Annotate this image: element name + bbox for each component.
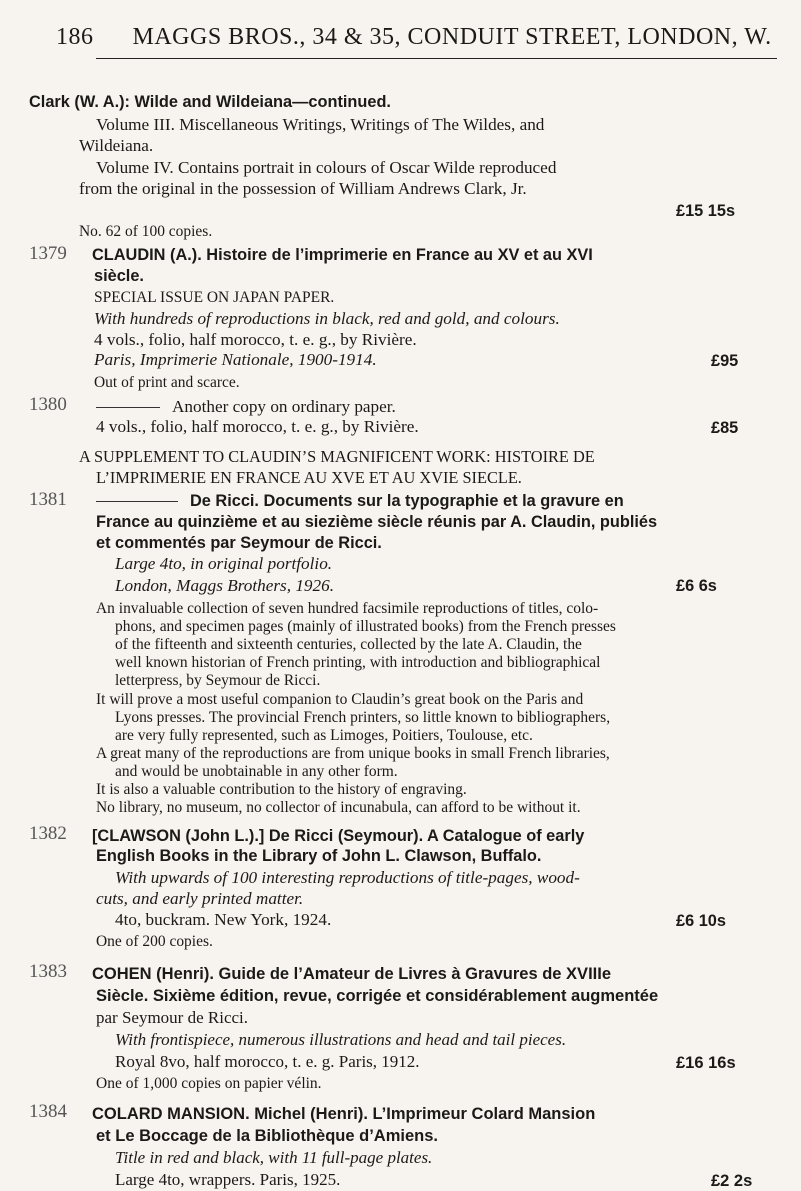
entry-line: With upwards of 100 interesting reproductions of title-pages, wood- — [115, 867, 580, 887]
entry-heading — [96, 491, 624, 512]
entry-line: Large 4to, in original portfolio. — [115, 554, 333, 574]
entry-note: It is also a valuable contribution to the history of engraving. — [96, 781, 467, 799]
entry-heading: [CLAWSON (John L.).] De Ricci (Seymour). A Catalogue of early — [92, 826, 585, 845]
entry-heading: English Books in the Library of John L. Clawson, Buffalo. — [96, 847, 542, 866]
entry-line: Wildeiana. — [79, 136, 154, 156]
entry-line: SPECIAL ISSUE ON JAPAN PAPER. — [94, 289, 335, 307]
price: £16 16s — [676, 1053, 736, 1072]
entry-heading: et Le Boccage de la Bibliothèque d’Amiens. — [96, 1126, 438, 1145]
entry-note: Lyons presses. The provincial French printers, so little known to bibliographers, — [115, 709, 611, 726]
entry-note: It will prove a most useful companion to Claudin’s great book on the Paris and — [96, 690, 584, 708]
entry-line: 4 vols., folio, half morocco, t. e. g., by Rivière. — [96, 417, 419, 437]
entry-line: Title in red and black, with 11 full-page plates. — [115, 1147, 433, 1167]
entry-heading: CLAUDIN (A.). Histoire de l’imprimerie en France au XV et au XVI — [92, 246, 593, 265]
entry-line: from the original in the possession of William Andrews Clark, Jr. — [79, 179, 527, 199]
entry-note: of the fifteenth and sixteenth centuries, collected by the late A. Claudin, the — [115, 635, 582, 653]
lot-number: 1384 — [29, 1100, 67, 1122]
entry-note: phons, and specimen pages (mainly of illustrated books) from the French presses — [115, 617, 616, 635]
entry-line: Paris, Imprimerie Nationale, 1900-1914. — [94, 350, 377, 370]
price: £2 2s — [711, 1171, 753, 1190]
section-heading: L’IMPRIMERIE EN FRANCE AU XVE ET AU XVIE SIECLE. — [96, 468, 522, 488]
entry-heading: COHEN (Henri). Guide de l’Amateur de Livres à Gravures de XVIIIe — [92, 964, 611, 983]
entry-line: 4to, buckram. New York, 1924. — [115, 910, 332, 930]
entry-note: One of 1,000 copies on papier vélin. — [96, 1074, 322, 1092]
entry-heading: Siècle. Sixième édition, revue, corrigée et considérablement augmentée — [96, 986, 659, 1005]
lot-number: 1380 — [29, 393, 67, 415]
lot-number: 1381 — [29, 488, 67, 510]
lot-number: 1383 — [29, 960, 67, 982]
entry-line: par Seymour de Ricci. — [96, 1007, 249, 1027]
entry-heading: Clark (W. A.): Wilde and Wildeiana—continued. — [29, 93, 391, 112]
entry-heading: et commentés par Seymour de Ricci. — [96, 533, 382, 552]
page-header — [56, 24, 772, 51]
page-number: 186 — [56, 24, 94, 50]
price: £6 10s — [676, 911, 726, 930]
entry-note: A great many of the reproductions are from unique books in small French libraries, — [96, 745, 610, 763]
entry-heading: COLARD MANSION. Michel (Henri). L’Imprimeur Colard Mansion — [92, 1104, 596, 1123]
entry-line: Large 4to, wrappers. Paris, 1925. — [115, 1169, 341, 1189]
entry-line: cuts, and early printed matter. — [96, 888, 304, 908]
ditto-dash — [96, 407, 160, 408]
entry-text: De Ricci. Documents sur la typographie et la gravure en — [190, 492, 624, 511]
entry-note: letterpress, by Seymour de Ricci. — [115, 672, 321, 690]
entry-note: and would be unobtainable in any other form. — [115, 763, 398, 781]
entry-line — [96, 397, 396, 418]
entry-heading: France au quinzième et au siezième siècle réunis par A. Claudin, publiés — [96, 512, 658, 531]
entry-text: Another copy on ordinary paper. — [172, 396, 396, 416]
entry-note: well known historian of French printing, with introduction and bibliographical — [115, 653, 601, 671]
price: £85 — [711, 419, 739, 438]
lot-number: 1382 — [29, 823, 67, 845]
header-rule — [96, 58, 777, 59]
entry-line: With frontispiece, numerous illustrations and head and tail pieces. — [115, 1029, 567, 1049]
entry-line: Volume IV. Contains portrait in colours of Oscar Wilde reproduced — [96, 158, 557, 178]
entry-note: No library, no museum, no collector of incunabula, can afford to be without it. — [96, 799, 581, 817]
entry-line: Royal 8vo, half morocco, t. e. g. Paris, 1912. — [115, 1051, 420, 1071]
price: £15 15s — [676, 201, 736, 220]
entry-line: London, Maggs Brothers, 1926. — [115, 575, 334, 595]
lot-number: 1379 — [29, 242, 67, 264]
entry-line: 4 vols., folio, half morocco, t. e. g., by Rivière. — [94, 329, 417, 349]
entry-note: No. 62 of 100 copies. — [79, 223, 213, 241]
ditto-dash — [96, 501, 178, 502]
entry-note: An invaluable collection of seven hundred facsimile reproductions of titles, colo- — [96, 599, 599, 617]
price: £95 — [711, 352, 739, 371]
header-text: MAGGS BROS., 34 & 35, CONDUIT STREET, LONDON, W. — [132, 24, 772, 50]
section-heading: A SUPPLEMENT TO CLAUDIN’S MAGNIFICENT WORK: HISTOIRE DE — [79, 446, 595, 466]
entry-note: are very fully represented, such as Limoges, Poitiers, Toulouse, etc. — [115, 727, 533, 745]
entry-line: With hundreds of reproductions in black, red and gold, and colours. — [94, 308, 560, 328]
entry-note: Out of print and scarce. — [94, 373, 240, 391]
price: £6 6s — [676, 577, 717, 596]
entry-line: Volume III. Miscellaneous Writings, Writings of The Wildes, and — [96, 114, 545, 134]
entry-note: One of 200 copies. — [96, 932, 213, 950]
entry-heading: siècle. — [94, 266, 144, 285]
